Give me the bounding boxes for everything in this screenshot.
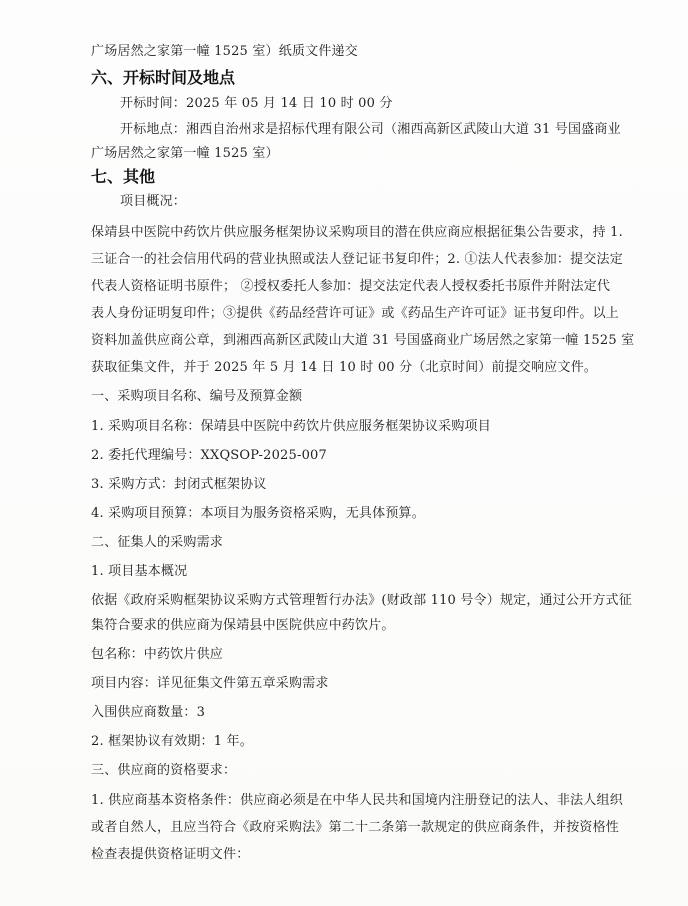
carryover-text: 广场居然之家第一幢 1525 室）纸质文件递交 — [91, 44, 358, 59]
overview-line: 获取征集文件，并于 2025 年 5 月 14 日 10 时 00 分（北京时间）前提交响应文件。 — [91, 360, 598, 375]
bid-opening-place-line-2: 广场居然之家第一幢 1525 室） — [91, 146, 279, 161]
qualification-line: 检查表提供资格证明文件： — [91, 847, 250, 862]
section-7-heading: 七、其他 — [91, 167, 156, 186]
basis-line-2: 集符合要求的供应商为保靖县中医院供应中药饮片。 — [91, 618, 395, 633]
part-1-item: 3. 采购方式：封闭式框架协议 — [91, 477, 267, 492]
overview-line: 代表人资格证明书原件； ②授权委托人参加：提交法定代表人授权委托书原件并附法定代 — [91, 279, 611, 294]
part-3-title: 三、供应商的资格要求： — [91, 763, 237, 778]
part-2-title: 二、征集人的采购需求 — [91, 535, 224, 550]
bid-opening-time: 开标时间：2025 年 05 月 14 日 10 时 00 分 — [120, 96, 393, 111]
part-1-item: 4. 采购项目预算：本项目为服务资格采购，无具体预算。 — [91, 506, 425, 521]
package-name: 包名称：中药饮片供应 — [91, 647, 224, 662]
part-1-item: 1. 采购项目名称：保靖县中医院中药饮片供应服务框架协议采购项目 — [91, 419, 491, 434]
qualification-line: 或者自然人，且应当符合《政府采购法》第二十二条第一款规定的供应商条件，并按资格性 — [91, 820, 620, 835]
overview-label: 项目概况： — [120, 194, 187, 209]
agreement-validity: 2. 框架协议有效期：1 年。 — [91, 734, 253, 749]
supplier-count: 入围供应商数量：3 — [91, 705, 206, 720]
overview-line: 表人身份证明复印件；③提供《药品经营许可证》或《药品生产许可证》证书复印件。以上 — [91, 306, 620, 321]
qualification-line: 1. 供应商基本资格条件：供应商必须是在中华人民共和国境内注册登记的法人、非法人组织 — [91, 793, 623, 808]
basis-line-1: 依据《政府采购框架协议采购方式管理暂行办法》(财政部 110 号令）规定，通过公开方式征 — [91, 593, 632, 608]
part-1-title: 一、采购项目名称、编号及预算金额 — [91, 389, 303, 404]
bid-opening-place-line-1: 开标地点：湘西自治州求是招标代理有限公司（湘西高新区武陵山大道 31 号国盛商业 — [120, 122, 621, 137]
overview-line: 保靖县中医院中药饮片供应服务框架协议采购项目的潜在供应商应根据征集公告要求，持 1. — [91, 225, 623, 240]
section-6-heading: 六、开标时间及地点 — [91, 68, 236, 87]
overview-line: 三证合一的社会信用代码的营业执照或法人登记证书复印件；2. ①法人代表参加：提交法定 — [91, 252, 623, 267]
part-2-subtitle: 1. 项目基本概况 — [91, 564, 188, 579]
project-content: 项目内容：详见征集文件第五章采购需求 — [91, 676, 329, 691]
part-1-item: 2. 委托代理编号：XXQSOP-2025-007 — [91, 448, 327, 463]
overview-line: 资料加盖供应商公章，到湘西高新区武陵山大道 31 号国盛商业广场居然之家第一幢 1525 室 — [91, 333, 635, 348]
